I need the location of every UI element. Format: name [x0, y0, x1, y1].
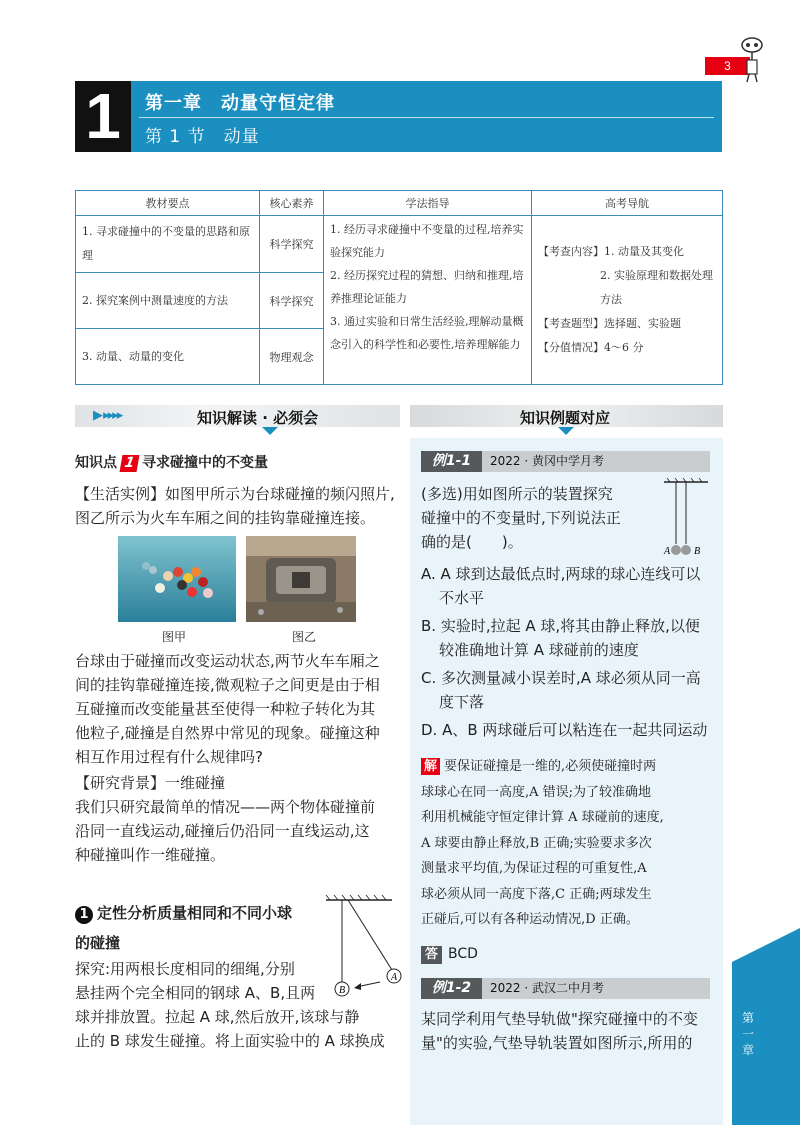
- band-arrow-icon: [262, 427, 278, 435]
- solution-label: 解: [421, 758, 440, 775]
- text-line: 【生活实例】如图甲所示为台球碰撞的频闪照片,: [75, 485, 395, 503]
- exam-nav-item: 2. 实验原理和数据处理方法: [600, 269, 713, 306]
- option-b: [421, 614, 707, 662]
- text-line: 探究:用两根长度相同的细绳,分别: [75, 960, 295, 978]
- example-pendulum-figure: [650, 478, 712, 562]
- page-number: 3: [705, 57, 750, 75]
- section-title: 第 1 节 动量: [145, 127, 260, 147]
- text-line: 球球心在同一高度,A 错误;为了较准确地: [421, 784, 652, 800]
- heading-line: 定性分析质量相同和不同小球: [97, 904, 293, 922]
- table-cell: 科学探究: [260, 216, 324, 273]
- chapter-number: 1: [75, 81, 131, 152]
- life-example: [75, 482, 395, 530]
- text-line: 他粒子,碰撞是自然界中常见的现象。碰撞这种: [75, 724, 380, 742]
- header-cell: 学法指导: [324, 191, 532, 216]
- text-line: C. 多次测量减小误差时,A 球必须从同一高: [421, 669, 701, 687]
- example-source: 2022 · 武汉二中月考: [482, 978, 710, 999]
- text-line: 球并排放置。拉起 A 球,然后放开,该球与静: [75, 1008, 360, 1026]
- exam-nav-item: 【分值情况】4～6 分: [538, 341, 644, 354]
- caption-b: 图乙: [292, 630, 317, 644]
- text-line: 要保证碰撞是一维的,必须使碰撞时两: [444, 759, 657, 774]
- text-line: 度下落: [439, 693, 485, 711]
- table-cell: 2. 探究案例中测量速度的方法: [76, 273, 260, 329]
- inquiry-paragraph: [75, 957, 385, 1053]
- exam-nav-item: 【考查内容】1. 动量及其变化: [538, 245, 684, 258]
- intro-paragraph: [75, 649, 380, 867]
- text-line: 正碰后,可以有各种运动情况,D 正确。: [421, 912, 639, 927]
- kp-title: 寻求碰撞中的不变量: [142, 455, 268, 471]
- coupler-photo: [246, 536, 356, 622]
- header-cell: 核心素养: [260, 191, 324, 216]
- text-line: 种碰撞叫作一维碰撞。: [75, 846, 226, 864]
- text-line: D. A、B 两球碰后可以粘连在一起共同运动: [421, 721, 708, 739]
- example1-options: [421, 562, 707, 742]
- ball-b-label: B: [338, 985, 346, 996]
- caption-a: 图甲: [162, 630, 187, 644]
- text-line: 台球由于碰撞而改变运动状态,两节火车车厢之: [75, 652, 380, 670]
- subheading: [75, 901, 292, 955]
- table-row: [76, 216, 723, 273]
- kp-label: 知识点: [75, 455, 117, 471]
- guidance-cell: [324, 216, 532, 385]
- text-line: 量"的实验,气垫导轨装置如图所示,所用的: [421, 1034, 693, 1052]
- text-line: (多选)用如图所示的装置探究: [421, 485, 613, 503]
- table-cell: 物理观念: [260, 329, 324, 385]
- example1-solution: [421, 754, 717, 933]
- chapter-divider: [139, 117, 714, 118]
- ball-a-label: A: [390, 972, 398, 983]
- text-line: 较准确地计算 A 球碰前的速度: [439, 641, 639, 659]
- table-cell: 1. 寻求碰撞中的不变量的思路和原理: [76, 216, 260, 273]
- table-header-row: [76, 191, 723, 216]
- header-cell: 高考导航: [532, 191, 723, 216]
- heading-number: 1: [75, 906, 93, 924]
- examples-band: [410, 405, 723, 427]
- table-cell: 科学探究: [260, 273, 324, 329]
- billiards-photo: [118, 536, 236, 622]
- answer-value: BCD: [448, 946, 478, 962]
- arrows-icon: ▶ ▸▸▸▸: [93, 408, 122, 423]
- goals-table: [75, 190, 723, 385]
- text-line: 利用机械能守恒定律计算 A 球碰前的速度,: [421, 810, 664, 825]
- example-tag: 例1-1: [421, 451, 482, 472]
- guidance-item: 2. 经历探究过程的猜想、归纳和推理,培养推理论证能力: [330, 269, 524, 305]
- text-line: 间的挂钩靠碰撞连接,微观粒子之间更是由于相: [75, 676, 380, 694]
- option-d: [421, 718, 707, 742]
- band-title-right: 知识例题对应: [520, 409, 611, 427]
- text-line: 球必须从同一高度下落,C 正确;两球发生: [421, 886, 652, 902]
- heading-line: 的碰撞: [75, 934, 121, 952]
- text-line: A 球要由静止释放,B 正确;实验要求多次: [421, 835, 652, 851]
- answer-label: 答: [421, 946, 442, 964]
- knowledge-point-heading: [75, 452, 268, 472]
- example1-answer: [421, 946, 478, 964]
- text-line: 碰撞中的不变量时,下列说法正: [421, 509, 621, 527]
- text-line: 止的 B 球发生碰撞。将上面实验中的 A 球换成: [75, 1032, 385, 1050]
- example2-stem: [421, 1007, 698, 1055]
- chapter-header: [75, 81, 722, 152]
- text-line: 不水平: [439, 589, 485, 607]
- exam-nav-item: 【考查题型】选择题、实验题: [538, 317, 681, 330]
- research-background: 【研究背景】一维碰撞: [75, 774, 226, 792]
- example-tag: 例1-2: [421, 978, 482, 999]
- option-c: [421, 666, 707, 714]
- guidance-item: 1. 经历寻求碰撞中不变量的过程,培养实验探究能力: [330, 223, 524, 259]
- option-a: [421, 562, 707, 610]
- text-line: 我们只研究最简单的情况——两个物体碰撞前: [75, 798, 376, 816]
- band-title-left: 知识解读 · 必须会: [197, 409, 319, 427]
- guidance-item: 3. 通过实验和日常生活经验,理解动量概念引入的科学性和必要性,培养理解能力: [330, 315, 524, 351]
- mascot-icon: [738, 36, 766, 84]
- example-source: 2022 · 黄冈中学月考: [482, 451, 710, 472]
- text-line: 图乙所示为火车车厢之间的挂钩靠碰撞连接。: [75, 509, 376, 527]
- header-cell: 教材要点: [76, 191, 260, 216]
- text-line: 确的是( )。: [421, 533, 523, 551]
- example1-stem: [421, 482, 621, 554]
- knowledge-band: [75, 405, 400, 427]
- text-line: 互碰撞而改变能量甚至使得一种粒子转化为其: [75, 700, 376, 718]
- ball-a-label: A: [664, 546, 671, 557]
- text-line: B. 实验时,拉起 A 球,将其由静止释放,以便: [421, 617, 700, 635]
- chapter-title: 第一章 动量守恒定律: [145, 93, 335, 114]
- ball-b-label: B: [694, 546, 701, 557]
- exam-nav-cell: [532, 216, 723, 385]
- text-line: 相互作用过程有什么规律吗?: [75, 748, 263, 766]
- text-line: 某同学利用气垫导轨做"探究碰撞中的不变: [421, 1010, 698, 1028]
- text-line: A. A 球到达最低点时,两球的球心连线可以: [421, 565, 701, 583]
- text-line: 悬挂两个完全相同的钢球 A、B,且两: [75, 984, 316, 1002]
- text-line: 测量求平均值,为保证过程的可重复性,A: [421, 861, 647, 876]
- text-line: 沿同一直线运动,碰撞后仍沿同一直线运动,这: [75, 822, 370, 840]
- table-cell: 3. 动量、动量的变化: [76, 329, 260, 385]
- kp-number: 1: [120, 455, 140, 472]
- band-arrow-icon: [558, 427, 574, 435]
- side-tab-label: 第一章: [741, 1011, 754, 1057]
- chapter-band: [131, 81, 722, 152]
